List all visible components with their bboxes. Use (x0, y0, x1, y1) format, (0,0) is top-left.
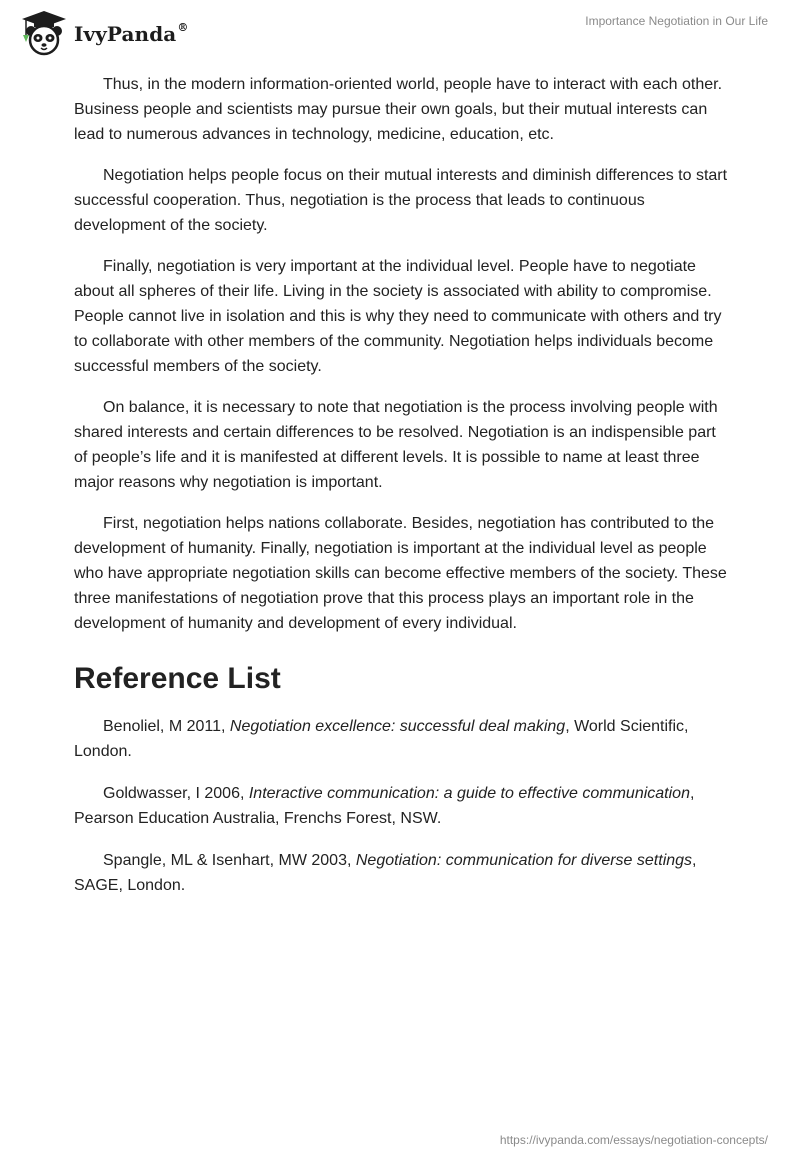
body-paragraph: Thus, in the modern information-oriented world, people have to interact with each other. Business people and scientists may pursue their own goals, but their mutual interests can lead to numerous advances in technology, medicine, education, etc. (74, 76, 723, 143)
reference-title: Negotiation: communication for diverse settings (355, 852, 693, 869)
body-paragraph: Negotiation helps people focus on their mutual interests and diminish differences to start successful cooperation. Thus, negotiation is the process that leads to continuous development of the society. (74, 167, 728, 234)
body-paragraph: On balance, it is necessary to note that negotiation is the process involving people with shared interests and certain differences to be resolved. Negotiation is an indispensible part of people’s life and it is manifested at different levels. It is possible to name at least three major reasons why negotiation is important. (74, 399, 718, 491)
panda-mascot-icon (14, 9, 74, 57)
body-paragraph: First, negotiation helps nations collaborate. Besides, negotiation has contributed to the development of humanity. Finally, negotiation is important at the individual level as people who have appropriate negotiation skills can become effective members of the society. These three manifestations of negotiation prove that this process plays an important role in the development of humanity and development of every individual. (74, 515, 727, 632)
brand-name: IvyPanda® (74, 21, 189, 46)
brand-logo[interactable] (14, 9, 188, 57)
reference-title: Interactive communication: a guide to effective communication (248, 785, 690, 802)
reference-item: Goldwasser, I 2006, Interactive communication: a guide to effective communication, Pearson Education Australia, Frenchs Forest, NSW. (74, 785, 695, 827)
document-title: Importance Negotiation in Our Life (585, 14, 768, 28)
essay-content (74, 72, 729, 915)
reference-title: Negotiation excellence: successful deal making (229, 718, 566, 735)
reference-list-heading: Reference List (74, 662, 281, 695)
reference-item: Spangle, ML & Isenhart, MW 2003, Negotiation: communication for diverse settings, SAGE, London. (74, 852, 697, 894)
source-url-link[interactable]: https://ivypanda.com/essays/negotiation-concepts/ (499, 1133, 768, 1147)
reference-item: Benoliel, M 2011, Negotiation excellence: successful deal making, World Scientific, London. (74, 718, 689, 760)
body-paragraph: Finally, negotiation is very important at the individual level. People have to negotiate about all spheres of their life. Living in the society is associated with ability to compromise. People cannot live in isolation and this is why they need to communicate with others and try to collaborate with other members of the community. Negotiation helps individuals become successful members of the society. (74, 258, 722, 375)
